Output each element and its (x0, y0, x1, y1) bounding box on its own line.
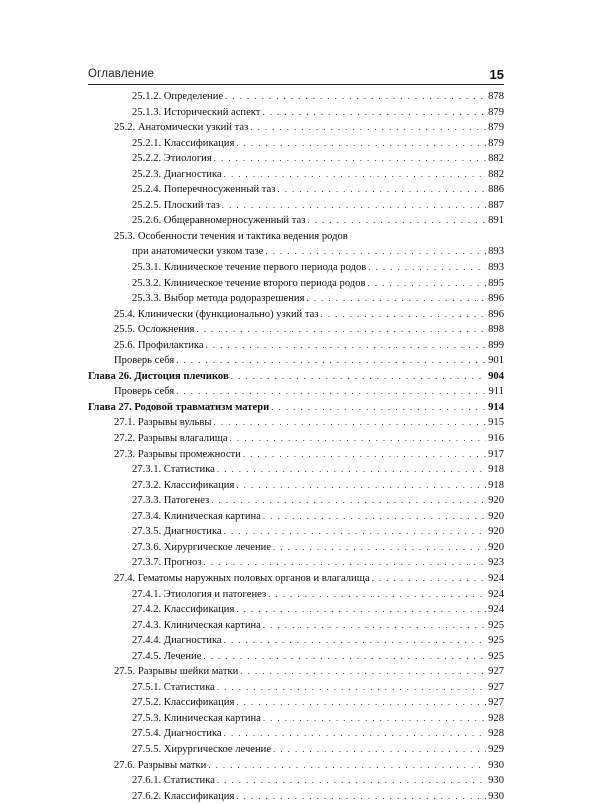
toc-entry-title: 27.5. Разрывы шейки матки (114, 666, 239, 678)
dot-leader (368, 276, 487, 292)
toc-entry[interactable] (88, 509, 504, 525)
toc-entry-page: 916 (488, 433, 504, 445)
dot-leader (236, 478, 486, 494)
toc-entry-title: 25.3. Особенности течения и тактика ведения родов (114, 230, 348, 242)
toc-entry-page: 879 (488, 137, 504, 149)
toc-entry[interactable] (88, 555, 504, 571)
toc-entry[interactable] (88, 726, 504, 742)
running-header (88, 68, 504, 84)
dot-leader (250, 120, 486, 136)
dot-leader (263, 711, 486, 727)
toc-entry[interactable] (88, 649, 504, 665)
toc-entry[interactable] (88, 105, 504, 121)
dot-leader (196, 322, 486, 338)
toc-entry[interactable] (88, 291, 504, 307)
dot-leader (208, 758, 486, 774)
toc-entry-title: 27.3.5. Диагностика (132, 526, 222, 538)
dot-leader (236, 136, 486, 152)
toc-entry-page: 899 (488, 339, 504, 351)
toc-entry[interactable] (88, 602, 504, 618)
header-rule (88, 84, 504, 85)
toc-entry-title: 27.4.1. Этиология и патогенез (132, 588, 267, 600)
toc-entry[interactable] (88, 431, 504, 447)
toc-entry-page: 927 (488, 681, 504, 693)
toc-entry[interactable] (88, 353, 504, 369)
dot-leader (211, 493, 486, 509)
toc-entry-title: 25.2.5. Плоский таз (132, 199, 220, 211)
toc-entry[interactable] (88, 758, 504, 774)
toc-entry-page: 904 (488, 370, 504, 382)
toc-entry-page: 930 (488, 759, 504, 771)
toc-entry[interactable] (88, 120, 504, 136)
page-number: 15 (489, 67, 504, 82)
toc-entry[interactable] (88, 695, 504, 711)
dot-leader (206, 338, 487, 354)
dot-leader (236, 789, 486, 804)
toc-entry[interactable] (88, 89, 504, 105)
dot-leader (263, 509, 486, 525)
toc-entry[interactable] (88, 618, 504, 634)
dot-leader (217, 680, 486, 696)
toc-entry-page: 914 (488, 401, 504, 413)
toc-entry[interactable] (88, 244, 504, 260)
dot-leader (222, 198, 486, 214)
toc-entry[interactable] (88, 167, 504, 183)
toc-entry-title: 25.2.1. Классификация (132, 137, 235, 149)
toc-entry-page: 925 (488, 650, 504, 662)
toc-entry-page: 896 (488, 293, 504, 305)
toc-entry[interactable] (88, 773, 504, 789)
toc-entry[interactable] (88, 478, 504, 494)
toc-entry-title: 27.3.2. Классификация (132, 479, 235, 491)
toc-entry-page: 928 (488, 728, 504, 740)
toc-entry-page: 927 (488, 666, 504, 678)
toc-entry-page: 925 (488, 635, 504, 647)
toc-entry-title: 27.4.3. Клиническая картина (132, 619, 261, 631)
toc-entry-page: 918 (488, 479, 504, 491)
dot-leader (217, 773, 486, 789)
toc-entry-title: 27.2. Разрывы влагалища (114, 433, 228, 445)
toc-entry-title: 27.5.3. Клиническая картина (132, 712, 261, 724)
toc-entry[interactable] (88, 789, 504, 804)
toc-entry-page: 918 (488, 464, 504, 476)
toc-entry-page: 920 (488, 510, 504, 522)
toc-entry-page: 925 (488, 619, 504, 631)
dot-leader (224, 633, 486, 649)
toc-entry-title: 27.6.1. Статистика (132, 775, 215, 787)
dot-leader (224, 524, 486, 540)
toc-entry[interactable] (88, 322, 504, 338)
toc-entry-title: Глава 27. Родовой травматизм матери (88, 401, 270, 413)
dot-leader (372, 571, 487, 587)
toc-entry[interactable] (88, 415, 504, 431)
dot-leader (203, 649, 486, 665)
dot-leader (268, 587, 486, 603)
toc-entry-page: 895 (488, 277, 504, 289)
toc-entry-title: 27.3.7. Прогноз (132, 557, 202, 569)
toc-entry-title: при анатомически узком тазе (132, 246, 264, 258)
dot-leader (271, 400, 486, 416)
toc-entry-title: Проверь себя (114, 386, 175, 398)
dot-leader (321, 307, 487, 323)
toc-entry[interactable] (88, 213, 504, 229)
dot-leader (307, 213, 486, 229)
toc-entry-page: 920 (488, 495, 504, 507)
toc-entry-title: 27.6.2. Классификация (132, 790, 235, 802)
toc-entry[interactable] (88, 338, 504, 354)
toc-entry-title: 25.6. Профилактика (114, 339, 204, 351)
toc-entry-title: 25.1.2. Определение (132, 91, 224, 102)
toc-entry-title: 27.5.1. Статистика (132, 681, 215, 693)
toc-entry-page: 928 (488, 712, 504, 724)
toc-entry-title: 27.5.2. Классификация (132, 697, 235, 709)
dot-leader (263, 618, 486, 634)
dot-leader (277, 182, 486, 198)
toc-entry-page: 924 (488, 604, 504, 616)
toc-entry[interactable] (88, 447, 504, 463)
dot-leader (214, 151, 486, 167)
dot-leader (176, 384, 486, 400)
dot-leader (176, 353, 486, 369)
toc-entry-page: 924 (488, 572, 504, 584)
toc-entry[interactable] (88, 462, 504, 478)
toc-entry[interactable] (88, 182, 504, 198)
dot-leader (224, 167, 486, 183)
toc-entry-page: 879 (488, 122, 504, 134)
toc-entry-title: 27.4. Гематомы наружных половых органов и влагалища (114, 572, 370, 584)
toc-entry-page: 898 (488, 324, 504, 336)
toc-entry-title: 25.3.3. Выбор метода родоразрешения (132, 293, 305, 305)
toc-entry[interactable] (88, 493, 504, 509)
toc-entry-page: 886 (488, 184, 504, 196)
toc-entry-page: 879 (488, 106, 504, 118)
toc-entry-page: 878 (488, 91, 504, 102)
toc-entry[interactable] (88, 229, 504, 245)
toc-entry[interactable] (88, 540, 504, 556)
dot-leader (236, 602, 486, 618)
toc-entry-page: 924 (488, 588, 504, 600)
toc-entry-title: 25.3.2. Клиническое течение второго периода родов (132, 277, 366, 289)
toc-entry-page: 882 (488, 168, 504, 180)
toc-entry-title: 27.3.4. Клиническая картина (132, 510, 261, 522)
toc-entry-page: 887 (488, 199, 504, 211)
toc-entry[interactable] (88, 307, 504, 323)
dot-leader (243, 447, 486, 463)
toc-entry-title: 25.4. Клинически (функционально) узкий таз (114, 308, 319, 320)
toc-entry-title: 27.3.6. Хирургическое лечение (132, 541, 272, 553)
dot-leader (231, 369, 486, 385)
dot-leader (236, 695, 486, 711)
toc-entry-title: 27.5.5. Хирургическое лечение (132, 743, 272, 755)
table-of-contents (88, 89, 504, 804)
toc-entry-page: 923 (488, 557, 504, 569)
toc-entry[interactable] (88, 711, 504, 727)
toc-entry-title: 27.1. Разрывы вульвы (114, 417, 212, 429)
toc-entry-page: 930 (488, 790, 504, 802)
toc-chapter-entry[interactable] (88, 400, 504, 416)
toc-entry-title: 25.2. Анатомически узкий таз (114, 122, 249, 134)
toc-entry[interactable] (88, 571, 504, 587)
toc-entry-page: 896 (488, 308, 504, 320)
toc-entry[interactable] (88, 524, 504, 540)
toc-entry-title: 27.4.2. Классификация (132, 604, 235, 616)
dot-leader (240, 664, 486, 680)
toc-entry-page: 882 (488, 153, 504, 165)
dot-leader (224, 726, 486, 742)
running-title: Оглавление (88, 68, 155, 80)
toc-entry-title: 25.5. Осложнения (114, 324, 195, 336)
dot-leader (262, 105, 486, 121)
toc-entry[interactable] (88, 276, 504, 292)
toc-entry-title: Проверь себя (114, 355, 175, 367)
toc-entry-page: 893 (488, 246, 504, 258)
dot-leader (225, 89, 486, 105)
toc-entry-page: 927 (488, 697, 504, 709)
toc-entry-title: 27.3. Разрывы промежности (114, 448, 241, 460)
toc-entry-title: 27.4.4. Диагностика (132, 635, 222, 647)
dot-leader (230, 431, 487, 447)
toc-entry-page: 930 (488, 775, 504, 787)
toc-entry[interactable] (88, 260, 504, 276)
toc-entry[interactable] (88, 680, 504, 696)
toc-entry-page: 891 (488, 215, 504, 227)
toc-entry-title: 25.2.3. Диагностика (132, 168, 222, 180)
dot-leader (214, 415, 487, 431)
toc-entry-title: 25.2.4. Поперечносуженный таз (132, 184, 276, 196)
toc-entry-page: 929 (488, 743, 504, 755)
toc-entry-page: 917 (488, 448, 504, 460)
toc-entry[interactable] (88, 198, 504, 214)
toc-entry-title: 27.3.1. Статистика (132, 464, 215, 476)
dot-leader (368, 260, 486, 276)
dot-leader (273, 540, 486, 556)
toc-entry[interactable] (88, 664, 504, 680)
toc-chapter-entry[interactable] (88, 369, 504, 385)
toc-entry-page: 920 (488, 541, 504, 553)
toc-entry-title: 25.2.2. Этиология (132, 153, 212, 165)
toc-entry[interactable] (88, 136, 504, 152)
toc-entry-title: 27.6. Разрывы матки (114, 759, 207, 771)
toc-entry-title: 25.3.1. Клиническое течение первого периода родов (132, 262, 367, 274)
dot-leader (204, 555, 487, 571)
toc-entry[interactable] (88, 384, 504, 400)
toc-entry[interactable] (88, 633, 504, 649)
toc-entry-page: 911 (488, 386, 504, 398)
toc-entry-title: 25.1.3. Исторический аспект (132, 106, 261, 118)
toc-entry[interactable] (88, 587, 504, 603)
toc-entry-title: 27.5.4. Диагностика (132, 728, 222, 740)
dot-leader (217, 462, 486, 478)
toc-entry-title: Глава 26. Дистоция плечиков (88, 370, 229, 382)
toc-entry[interactable] (88, 151, 504, 167)
toc-entry-title: 25.2.6. Общеравномерносуженный таз (132, 215, 306, 227)
dot-leader (306, 291, 486, 307)
toc-entry-page: 901 (488, 355, 504, 367)
toc-entry-title: 27.3.3. Патогенез (132, 495, 210, 507)
dot-leader (265, 244, 486, 260)
toc-entry-page: 920 (488, 526, 504, 538)
toc-entry-page: 915 (488, 417, 504, 429)
toc-entry-title: 27.4.5. Лечение (132, 650, 202, 662)
toc-entry-page: 893 (488, 262, 504, 274)
